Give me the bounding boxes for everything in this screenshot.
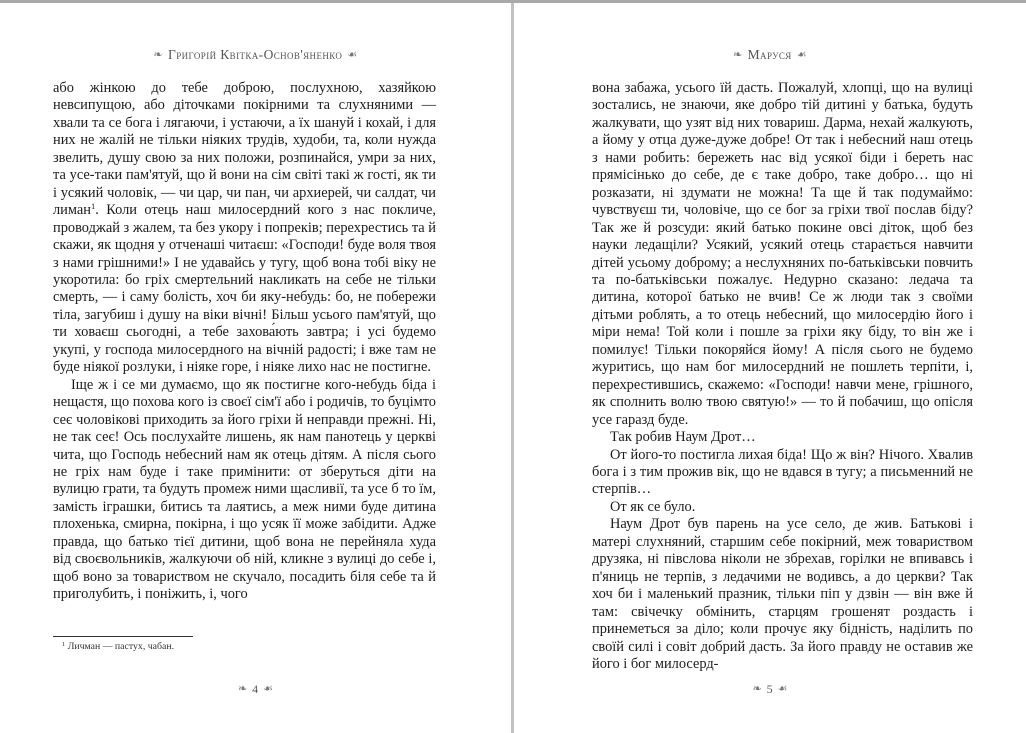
right-page bbox=[514, 0, 1026, 733]
running-head-title: ❧ Маруся ☙ bbox=[733, 47, 807, 62]
footnote-reference[interactable]: 1 bbox=[90, 201, 96, 212]
left-page bbox=[0, 0, 511, 733]
fleuron-ornament-icon: ☙ bbox=[777, 683, 788, 695]
right-page-body bbox=[592, 80, 973, 673]
fleuron-ornament-icon: ❧ bbox=[153, 49, 163, 61]
running-head-author: ❧ Григорій Квітка-Основ'яненко ☙ bbox=[153, 47, 358, 62]
paragraph: або жінкою до тебе доброю, послухною, хазяйкою невсипущою, або діточками покірними та слухняними — хвали та се бога і лягаючи, і устаючи, а їх шануй і кохай, і для них не жалій не тільки ніяких трудів, худоби, та, коли нужда звелить, душу свою за них положи, розпинайся, умри за них, та усе-таки пам'ятуй, що й вони на сім світі такі ж гості, як ти і усякий чоловік, — чи цар, чи пан, чи архиерей, чи салдат, чи лиман$^1$. Коли отець наш милосердний кого з нас покличе, проводжай з жалем, та без укору і попреків; перехрестись та й скажи, як щодня у отченаші читаєш: «Господи! буде воля твоя з нами грішними!» І не удавайсь у тугу, щоб вона тобі віку не укоротила: бо гріх смертельний накликать на себе не тільки смерть, — і саму болість, хоч би яку-небудь: бо, не побережи тіла, загубиш і душу на віки вічні! Більш усього пам'ятуй, що ти ховаєш сьогодні, а тебе захова́ють завтра; і усі будемо укупі, у господа милосердного на вічній радості; і вже там не буде ніякої розлуки, і ніяке горе, і ніяке лихо нас не постигне. bbox=[53, 80, 437, 376]
footnote-rule bbox=[53, 636, 193, 637]
paragraph: От його-то постигла лихая біда! Що ж він? Нічого. Хвалив бога і з тим прожив вік, що не вдався в тугу; а письменний не стерпів… bbox=[592, 446, 973, 498]
paragraph: Іще ж і се ми думаємо, що як постигне кого-небудь біда і нещастя, що похова кого із своєї сім'ї або і родичів, то буцімто сеє чоловікові приходить за його гріхи й неправди прежні. Ні, не так сеє! Ось послухайте лишень, як нам панотець у церкві чита, що Господь небесний нам як отець дітям. А після сього не гріх нам буде і таке примінити: от зберуться діти на вулицю грати, та будуть промеж ними щасливії, та усе б то їм, замість іграшки, битись та лаятись, а меж ними буде дитина плохенька, смирна, покірна, і що усяк її може забідити. Адже правда, що батько тієї дитини, щоб вона не перейняла худа від своєвольників, жалкуючи об ній, кликне з вулиці до себе і, щоб воно за товариством не скучало, посадить біля себе та й приголубить, і поніжить, і, чого bbox=[53, 376, 436, 603]
footnote: $^1$ Личман — пастух, чабан. bbox=[62, 641, 175, 652]
fleuron-ornament-icon: ❧ bbox=[733, 49, 743, 61]
paragraph: Наум Дрот був парень на усе село, де жив. Батькові і матері слухняний, старшим себе покірний, меж товариством друзяка, ні півслова ніколи не збрехав, горілки не впивавсь і п'яниць не терпів, з ледачими не водивсь, а до церкви? Так хоч би і маленький празник, тільки піп у дзвін — він вже й там: свічечку обмінить, старцям грошенят роздасть і принеметься за діло; коли прочує яку бідність, наділить по своїй силі і совіт добрий дасть. За його правду не оставив же його і бог милосерд- bbox=[592, 516, 973, 672]
paragraph: вона забажа, усього їй дасть. Пожалуй, хлопці, що на вулиці зостались, не знаючи, яке добро тій дитині у батька, будуть жалкувати, що узят від них товариш. Дарма, нехай жалкують, а йому у отца дуже-дуже добре! От так і небесний наш отець з нами робить: бережеть нас від усякої біди і береть нас прямісінько до себе, де є таке добро, таке добро… що ні розказати, ні здумати не можна! Та ще й так подумаймо: чувствуєш ти, чоловіче, що се бог за гріхи твої послав біду? Так же й розсуди: який батько покине овсі діток, щоб без науки ледащіли? Усякий, усякий отець старається навчити дітей усьому доброму; а неслухняних по-батьківськи повчить та по-батьківськи пожалує. Недурно сказано: ледача та дитина, которої батько не вчив! Се ж люди так з своїми дітьми роблять, а то отець небесний, що милосердію його і міри нема! Той коли і пошле за гріхи яку біду, то він же і помилує! Тільки покоряйся йому! А після сього не будемо журитись, що нам бог милосердний не пошлеть терпіти, і, перехрестившись, скажемо: «Господи! навчи мене, грішного, як сполнить волю твою святую!» — то й побачиш, що опісля усе гаразд буде. bbox=[592, 80, 973, 428]
paragraph: Так робив Наум Дрот… bbox=[610, 429, 756, 446]
fleuron-ornament-icon: ☙ bbox=[796, 49, 807, 61]
fleuron-ornament-icon: ❧ bbox=[237, 683, 248, 695]
fleuron-ornament-icon: ☙ bbox=[347, 49, 358, 61]
fleuron-ornament-icon: ❧ bbox=[752, 683, 762, 695]
page-number-left: ❧ 4 ☙ bbox=[237, 682, 274, 696]
paragraph: От як се було. bbox=[610, 498, 696, 515]
left-page-body bbox=[53, 80, 436, 604]
page-number-right: ❧ 5 ☙ bbox=[752, 682, 788, 696]
fleuron-ornament-icon: ☙ bbox=[263, 683, 274, 695]
